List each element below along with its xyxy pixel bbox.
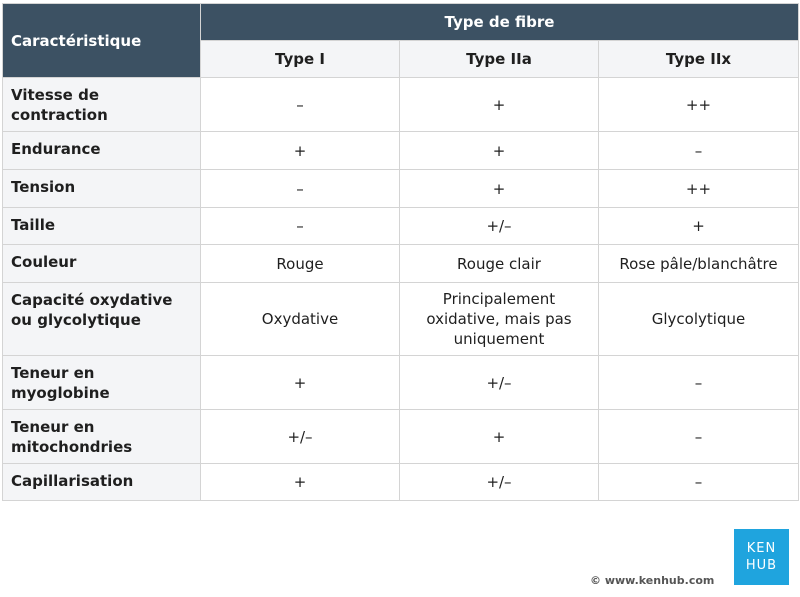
table-cell: + <box>400 410 599 464</box>
table-cell: Principalement oxidative, mais pas uniquement <box>400 283 599 356</box>
table-cell: – <box>599 132 799 170</box>
table-cell: – <box>201 208 400 245</box>
fiber-type-table <box>2 3 799 501</box>
logo-text-top: KEN <box>746 541 777 556</box>
row-label: Capacité oxydative ou glycolytique <box>3 283 201 356</box>
table-cell: – <box>201 170 400 208</box>
table-cell: +/– <box>400 208 599 245</box>
table-cell: – <box>599 410 799 464</box>
table-row <box>3 356 799 410</box>
table-cell: Rouge <box>201 245 400 283</box>
header-type-iix: Type IIx <box>599 41 799 78</box>
header-characteristic: Caractéristique <box>3 4 201 78</box>
table-cell: + <box>201 132 400 170</box>
row-label: Capillarisation <box>3 464 201 501</box>
copyright-text: © www.kenhub.com <box>590 574 715 587</box>
table-cell: – <box>599 356 799 410</box>
table-cell: + <box>599 208 799 245</box>
header-fiber-type: Type de fibre <box>201 4 799 41</box>
header-type-i: Type I <box>201 41 400 78</box>
table-row <box>3 464 799 501</box>
row-label: Endurance <box>3 132 201 170</box>
table-cell: + <box>400 170 599 208</box>
table-row <box>3 132 799 170</box>
row-label: Teneur en myoglobine <box>3 356 201 410</box>
table-cell: + <box>201 464 400 501</box>
table-cell: – <box>201 78 400 132</box>
header-type-iia: Type IIa <box>400 41 599 78</box>
table-cell: +/– <box>201 410 400 464</box>
row-label: Vitesse de contraction <box>3 78 201 132</box>
logo-text-bottom: HUB <box>745 558 778 573</box>
row-label: Taille <box>3 208 201 245</box>
table-cell: + <box>400 132 599 170</box>
table-row <box>3 283 799 356</box>
table-cell: +/– <box>400 464 599 501</box>
row-label: Tension <box>3 170 201 208</box>
kenhub-logo[interactable] <box>734 529 789 585</box>
table-cell: + <box>400 78 599 132</box>
table-row <box>3 78 799 132</box>
table-cell: Oxydative <box>201 283 400 356</box>
table-cell: Rose pâle/blanchâtre <box>599 245 799 283</box>
table-row <box>3 170 799 208</box>
row-label: Teneur en mitochondries <box>3 410 201 464</box>
table-cell: +/– <box>400 356 599 410</box>
table-cell: ++ <box>599 78 799 132</box>
table-cell: + <box>201 356 400 410</box>
table-cell: – <box>599 464 799 501</box>
table-row <box>3 410 799 464</box>
table-cell: Rouge clair <box>400 245 599 283</box>
row-label: Couleur <box>3 245 201 283</box>
table-row <box>3 208 799 245</box>
table-cell: ++ <box>599 170 799 208</box>
table-cell: Glycolytique <box>599 283 799 356</box>
table-row <box>3 245 799 283</box>
